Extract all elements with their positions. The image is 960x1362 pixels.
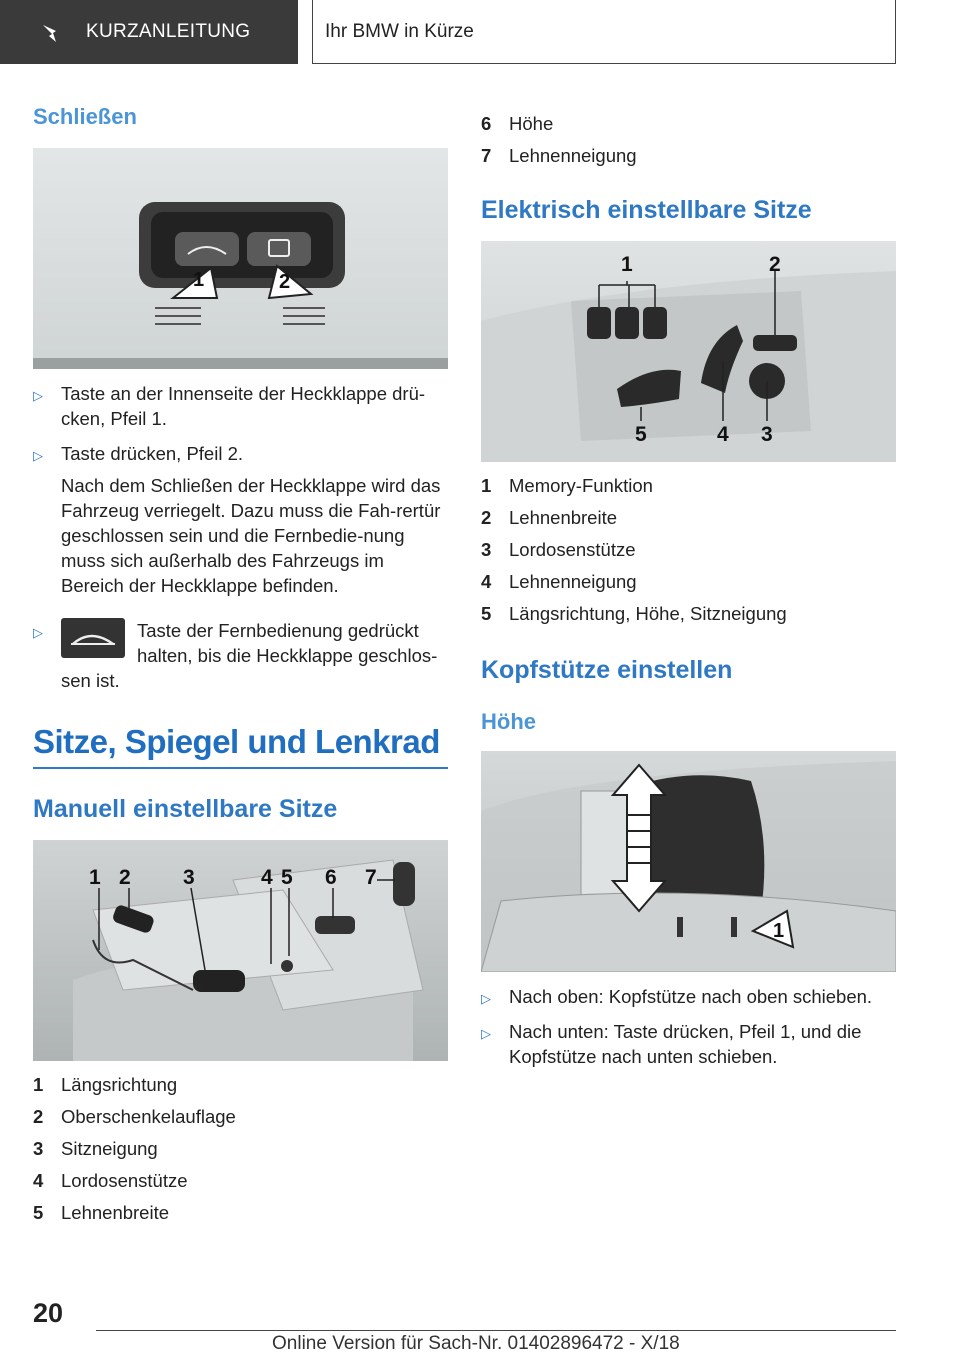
bullet-item: ▷ Taste an der Innenseite der Heckklappe drü-cken, Pfeil 1. (33, 383, 426, 429)
bullet-item: ▷ Taste drücken, Pfeil 2. (33, 441, 448, 468)
close-img-label-1: 1 (193, 269, 205, 291)
list-item: 1 Memory-Funktion (481, 475, 653, 496)
list-item: 2 Lehnenbreite (481, 507, 618, 528)
list-item: 4 Lehnenneigung (481, 571, 637, 592)
electric-img-label-4: 4 (717, 423, 729, 446)
triangle-bullet-icon: ▷ (33, 625, 43, 640)
list-item: 3 Sitzneigung (33, 1138, 158, 1159)
list-item: 5 Längsrichtung, Höhe, Sitzneigung (481, 603, 787, 624)
remote-trunk-icon (61, 618, 125, 658)
electric-seat-list (481, 470, 896, 630)
manual-img-label-3: 3 (183, 866, 195, 889)
left-column (33, 96, 448, 1229)
bullet-item: ▷ Nach oben: Kopfstütze nach oben schieben. (481, 984, 896, 1011)
list-item: 1 Längsrichtung (33, 1074, 178, 1095)
section-tab (0, 0, 298, 64)
triangle-bullet-icon: ▷ (481, 1026, 491, 1041)
list-item: 6 Höhe (481, 113, 554, 134)
footer-rule (96, 1330, 896, 1331)
heading-close: Schließen (33, 104, 137, 129)
section-tab-label: KURZANLEITUNG (86, 21, 251, 42)
triangle-bullet-icon: ▷ (481, 991, 491, 1006)
headrest-img-label-1: 1 (773, 920, 785, 942)
manual-img-label-1: 1 (89, 866, 101, 889)
manual-img-label-2: 2 (119, 866, 131, 889)
heading-manual-seats: Manuell einstellbare Sitze (33, 795, 338, 823)
manual-img-label-4: 4 (261, 866, 273, 889)
list-item: 3 Lordosenstütze (481, 539, 636, 560)
manual-seat-image (33, 840, 448, 1061)
manual-img-label-7: 7 (365, 866, 377, 889)
triangle-bullet-icon: ▷ (33, 448, 43, 463)
heading-seats-mirrors-steering: Sitze, Spiegel und Lenkrad (33, 723, 440, 760)
heading-headrest: Kopfstütze einstellen (481, 656, 733, 684)
heading-electric-seats: Elektrisch einstellbare Sitze (481, 196, 812, 224)
bullet-item: ▷ Taste der Fernbedienung gedrückt halten, bis die Heckklappe geschlos-sen ist. (33, 620, 438, 691)
electric-img-label-2: 2 (769, 253, 781, 276)
car-lightning-icon (40, 22, 62, 44)
page-number: 20 (33, 1298, 64, 1328)
heading-rule (33, 767, 448, 769)
list-item: 7 Lehnenneigung (481, 145, 637, 166)
list-item: 4 Lordosenstütze (33, 1170, 188, 1191)
heading-height: Höhe (481, 709, 536, 734)
list-item: 5 Lehnenbreite (33, 1202, 170, 1223)
triangle-bullet-icon: ▷ (33, 388, 43, 403)
manual-img-label-6: 6 (325, 866, 337, 889)
paragraph: Nach dem Schließen der Heckklappe wird das Fahrzeug verriegelt. Dazu muss die Fah-rertür geschlossen sein und die Fernbedie-nung muss sich außerhalb des Fahrzeugs im Bereich der Heckklappe befinden. (61, 475, 441, 596)
electric-seat-image (481, 241, 896, 462)
page-header-title: Ihr BMW in Kürze (312, 0, 896, 64)
footer-version-text: Online Version für Sach-Nr. 01402896472 - X/18 (272, 1333, 680, 1354)
electric-img-label-3: 3 (761, 423, 773, 446)
headrest-image (481, 751, 896, 972)
right-column (481, 108, 896, 1069)
manual-seat-list-continued (481, 108, 896, 172)
electric-img-label-1: 1 (621, 253, 633, 276)
close-img-label-2: 2 (279, 271, 291, 293)
close-buttons-image (33, 148, 448, 369)
list-item: 2 Oberschenkelauflage (33, 1106, 236, 1127)
electric-img-label-5: 5 (635, 423, 647, 446)
manual-seat-list (33, 1069, 448, 1229)
manual-img-label-5: 5 (281, 866, 293, 889)
bullet-item: ▷ Nach unten: Taste drücken, Pfeil 1, und die Kopfstütze nach unten schieben. (481, 1021, 862, 1067)
